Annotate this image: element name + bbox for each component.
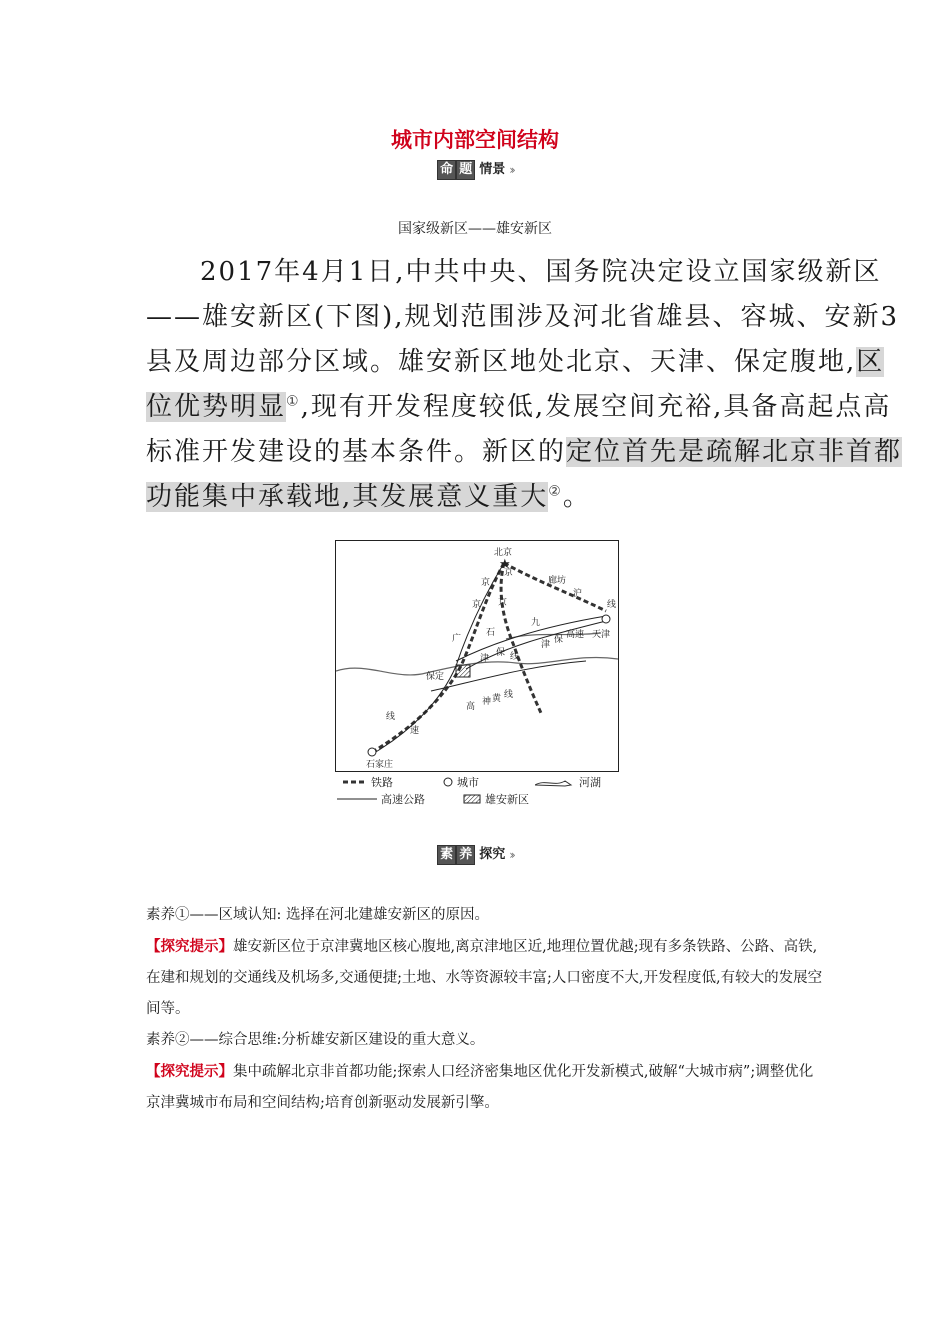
line-label: 线 xyxy=(510,652,520,662)
section-badge-explore xyxy=(0,845,950,865)
legend-highway: 高速公路 xyxy=(381,793,425,806)
line-label: 保 xyxy=(496,648,506,658)
river-line xyxy=(336,657,618,674)
line-label: 京 xyxy=(504,568,514,578)
city-label-langfang: 廊坊 xyxy=(548,576,567,586)
passage-text-1: 2017年4月1日,中共中央、国务院决定设立国家级新区——雄安新区(下图),规划范围涉及河北省雄县、容城、安新3县及周边部分区域。雄安新区地处北京、天津、保定腹地, xyxy=(146,257,900,377)
line-label: 高 xyxy=(466,702,476,712)
line-label: 津 xyxy=(541,640,551,650)
city-label-tianjin: 天津 xyxy=(592,630,611,640)
badge-char-2: 养 xyxy=(456,845,475,865)
marker-1: ① xyxy=(286,393,301,410)
tip-label: 【探究提示】 xyxy=(146,938,233,955)
line-label: 保 xyxy=(554,635,564,645)
circle-icon xyxy=(443,777,453,787)
chevron-right-icon: ›› xyxy=(509,163,513,177)
badge-char-1: 命 xyxy=(437,160,456,180)
line-label: 速 xyxy=(410,726,420,736)
page-title: 城市内部空间结构 xyxy=(391,128,559,152)
line-label: 津 xyxy=(480,654,490,664)
question-1: 素养①——区域认知: 选择在河北建雄安新区的原因。 xyxy=(146,907,489,923)
line-label: 神 xyxy=(482,697,492,707)
line-label: 线 xyxy=(607,600,617,610)
line-label: 京 xyxy=(481,578,491,588)
line-label: 广 xyxy=(452,634,462,644)
answer-2 xyxy=(146,1056,826,1119)
line-label: 黄 xyxy=(492,694,502,704)
city-label-shijiazhuang: 石家庄 xyxy=(366,760,394,770)
badge-char-2: 题 xyxy=(456,160,475,180)
section-badge-scenario xyxy=(0,160,950,180)
star-icon: ★ xyxy=(499,557,511,572)
passage-text-3: 。 xyxy=(562,482,591,512)
legend-railway: 铁路 xyxy=(371,776,393,789)
passage-text-2: ,现有开发程度较低,发展空间充裕,具备高起点高标准开发建设的基本条件。新区的 xyxy=(146,392,892,467)
marker-2: ② xyxy=(548,483,563,500)
line-label: 京 xyxy=(472,600,482,610)
answer-1 xyxy=(146,931,826,1025)
city-label-baoding: 保定 xyxy=(426,672,445,682)
railway-line xyxy=(504,563,606,611)
line-label: 沪 xyxy=(573,589,583,599)
line-label: 九 xyxy=(531,618,541,628)
hatch-icon xyxy=(463,794,481,804)
answer-text: 集中疏解北京非首都功能;探索人口经济密集地区优化开发新模式,破解“大城市病”;调整优化京津冀城市布局和空间结构;培育创新驱动发展新引擎。 xyxy=(146,1064,814,1111)
question-2: 素养②——综合思维:分析雄安新区建设的重大意义。 xyxy=(146,1032,485,1048)
xiongan-map xyxy=(335,540,619,772)
line-label: 线 xyxy=(504,690,514,700)
line-label: 京 xyxy=(498,598,508,608)
badge-label: 情景 xyxy=(479,162,506,177)
highlight-2: 定位首先是疏解北京非首都功能集中承载地,其发展意义重大 xyxy=(146,437,903,512)
badge-label: 探究 xyxy=(479,847,506,862)
highlight-1: 区位优势明显 xyxy=(146,347,885,422)
map-legend xyxy=(335,772,625,806)
city-label-beijing: 北京 xyxy=(494,548,513,558)
legend-river: 河湖 xyxy=(535,774,601,790)
legend-xiongan: 雄安新区 xyxy=(463,791,529,807)
passage xyxy=(146,250,906,520)
city-marker xyxy=(602,615,610,623)
river-icon xyxy=(535,777,575,787)
line-label: 高速 xyxy=(566,630,585,640)
explore-section xyxy=(146,900,826,1119)
badge-char-1: 素 xyxy=(437,845,456,865)
line-label: 线 xyxy=(386,712,396,722)
passage-subtitle: 国家级新区——雄安新区 xyxy=(398,221,552,237)
xiongan-area xyxy=(456,665,470,677)
line-label: 石 xyxy=(486,628,496,638)
chevron-right-icon: ›› xyxy=(509,848,513,862)
tip-label: 【探究提示】 xyxy=(146,1063,233,1080)
answer-text: 雄安新区位于京津冀地区核心腹地,离京津地区近,地理位置优越;现有多条铁路、公路、高铁,在建和规划的交通线及机场多,交通便捷;土地、水等资源较丰富;人口密度不大,开发程度低,有较大的发展空间等。 xyxy=(146,939,823,1017)
city-marker xyxy=(368,748,376,756)
legend-city: 城市 xyxy=(443,774,479,790)
